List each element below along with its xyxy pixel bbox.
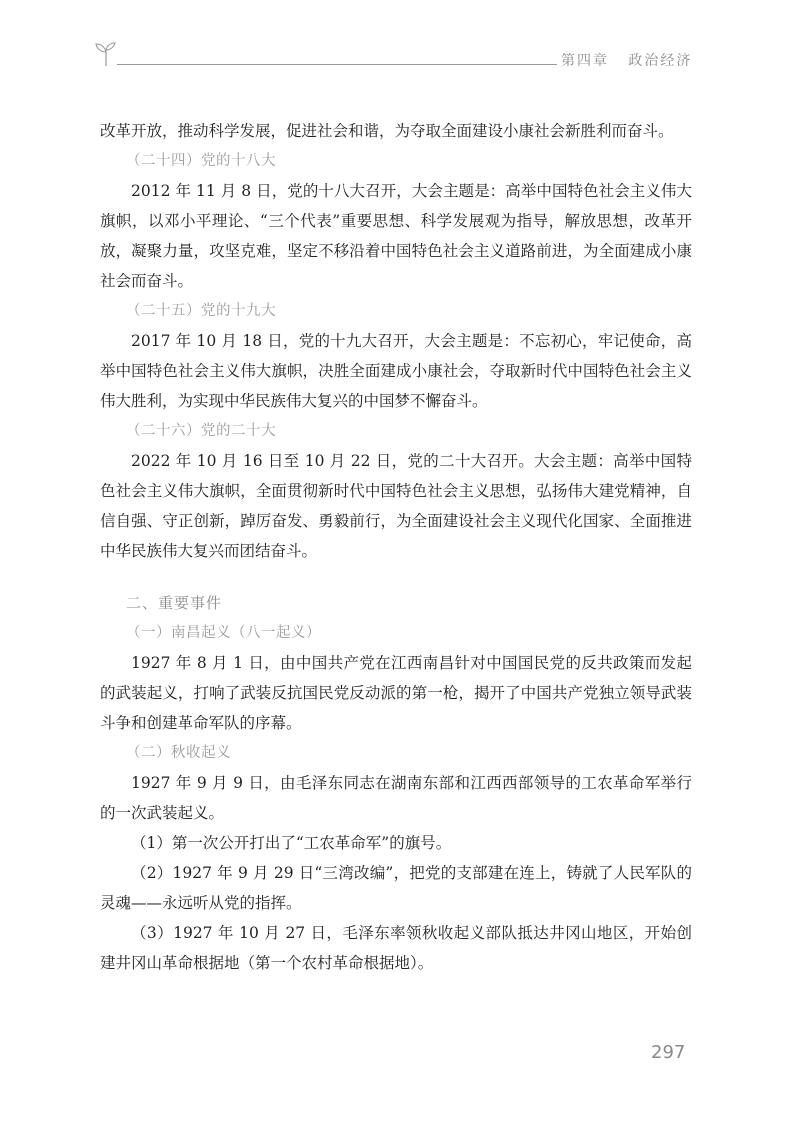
- paragraph-18th-congress: 2012 年 11 月 8 日，党的十八大召开，大会主题是：高举中国特色社会主义伟大旗帜，以邓小平理论、“三个代表”重要思想、科学发展观为指导，解放思想，改革开放，凝聚力量，攻坚克难，坚定不移沿着中国特色社会主义道路前进，为全面建成小康社会而奋斗。: [100, 182, 692, 290]
- subheading-19th-congress: （二十五）党的十九大: [126, 303, 276, 319]
- paragraph-nanchang-uprising: 1927 年 8 月 1 日，由中国共产党在江西南昌针对中国国民党的反共政策而发起的武装起义，打响了武装反抗国民党反动派的第一枪，揭开了中国共产党独立领导武装斗争和创建革命军队的序幕。: [100, 654, 692, 732]
- header-rule: [117, 64, 557, 65]
- sprout-icon: [95, 40, 117, 68]
- page-body: [100, 116, 692, 978]
- page-number: 297: [651, 1042, 686, 1063]
- list-item: （3）1927 年 10 月 27 日，毛泽东率领秋收起义部队抵达井冈山地区，开始创建井冈山革命根据地（第一个农村革命根据地）。: [100, 924, 692, 972]
- paragraph-autumn-harvest-uprising: 1927 年 9 月 9 日，由毛泽东同志在湖南东部和江西西部领导的工农革命军举行的一次武装起义。: [100, 774, 692, 822]
- list-item: （1）第一次公开打出了“工农革命军”的旗号。: [131, 834, 452, 852]
- section-heading-major-events: 二、重要事件: [126, 594, 223, 612]
- subheading-nanchang-uprising: （一）南昌起义（八一起义）: [126, 625, 321, 641]
- subheading-18th-congress: （二十四）党的十八大: [126, 153, 276, 169]
- subheading-autumn-harvest-uprising: （二）秋收起义: [126, 745, 231, 761]
- chapter-number: 第四章: [561, 53, 609, 69]
- paragraph-20th-congress: 2022 年 10 月 16 日至 10 月 22 日，党的二十大召开。大会主题：高举中国特色社会主义伟大旗帜，全面贯彻新时代中国特色社会主义思想，弘扬伟大建党精神，自信自强、守正创新，踔厉奋发、勇毅前行，为全面建设社会主义现代化国家、全面推进中华民族伟大复兴而团结奋斗。: [100, 452, 692, 560]
- list-item: （2）1927 年 9 月 29 日“三湾改编”，把党的支部建在连上，铸就了人民军队的灵魂——永远听从党的指挥。: [100, 864, 692, 912]
- subheading-20th-congress: （二十六）党的二十大: [126, 423, 276, 439]
- chapter-name: 政治经济: [628, 53, 693, 69]
- paragraph-continuation: 改革开放，推动科学发展，促进社会和谐，为夺取全面建设小康社会新胜利而奋斗。: [100, 122, 674, 140]
- running-header: [95, 38, 705, 78]
- paragraph-19th-congress: 2017 年 10 月 18 日，党的十九大召开，大会主题是：不忘初心，牢记使命，高举中国特色社会主义伟大旗帜，决胜全面建成小康社会，夺取新时代中国特色社会主义伟大胜利，为实现中华民族伟大复兴的中国梦不懈奋斗。: [100, 332, 692, 410]
- chapter-title: [561, 50, 692, 70]
